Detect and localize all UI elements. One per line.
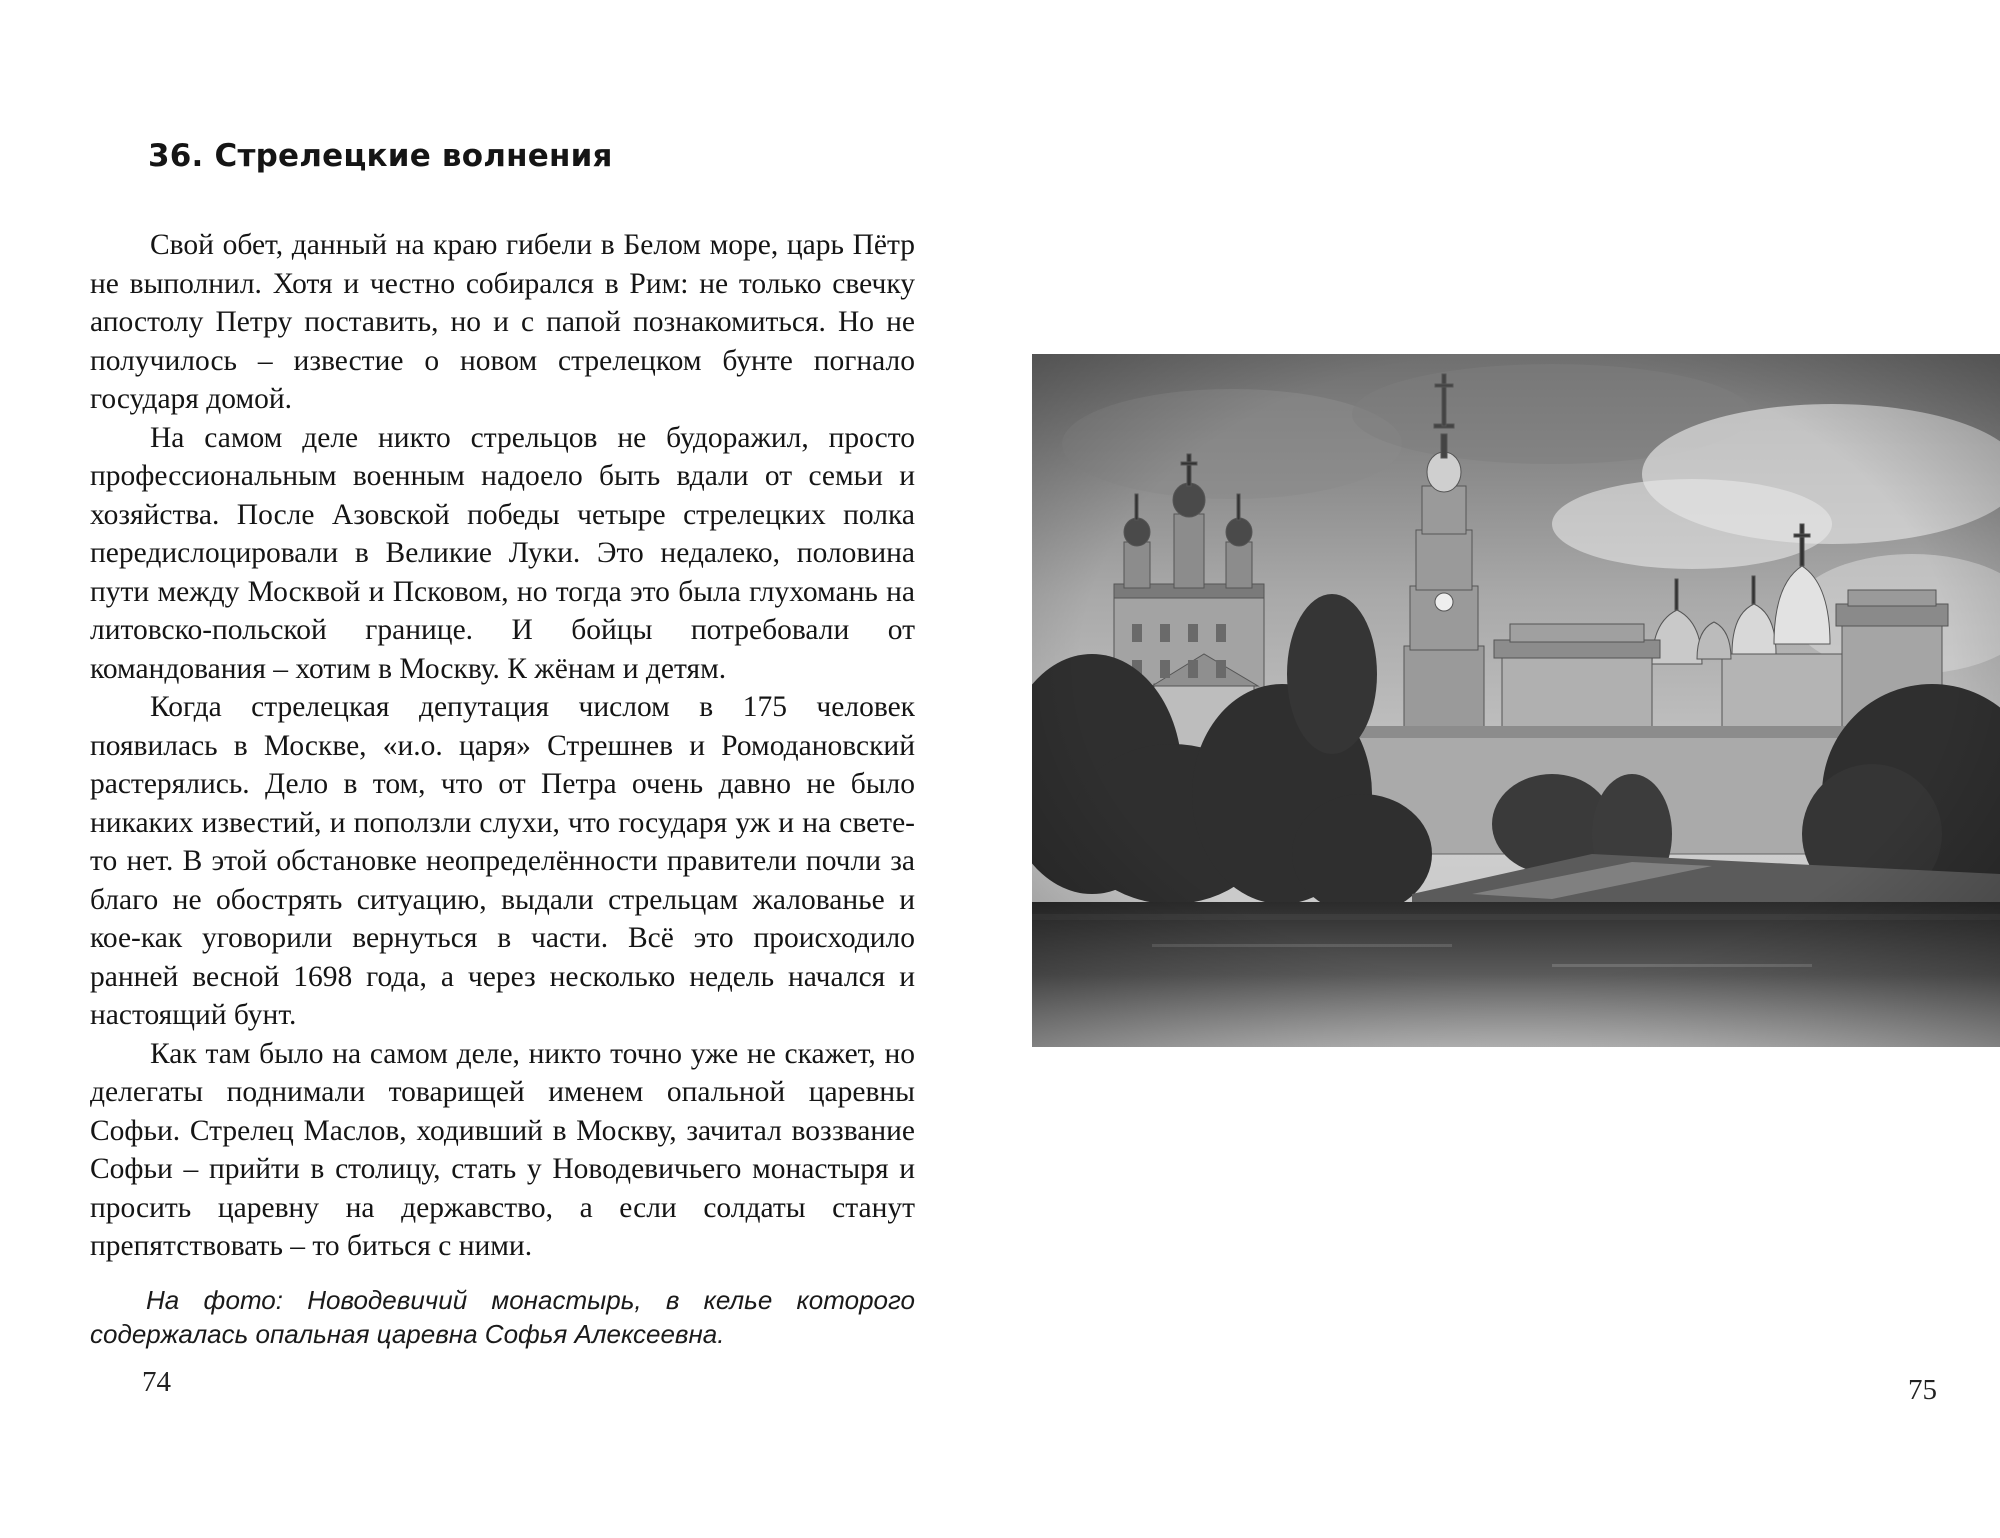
- chapter-title: 36. Стрелецкие волнения: [148, 138, 613, 174]
- right-page: [1000, 0, 2000, 1538]
- paragraph: Свой обет, данный на краю гибели в Белом море, царь Пётр не выполнил. Хотя и честно собирался в Рим: не только свечку апостолу Петру поставить, но и с папой познакомиться. Но не получилось – известие о новом стрелецком бунте погнало государя домой.: [90, 229, 915, 415]
- photo-caption: На фото: Новодевичий монастырь, в келье которого содержалась опальная царевна Софья Алексеевна.: [90, 1285, 915, 1349]
- page-number-right: 75: [1908, 1374, 1937, 1406]
- body-text: [90, 226, 915, 1266]
- page-number-left: 74: [142, 1366, 171, 1398]
- monastery-photo-illustration: [1032, 354, 2000, 1047]
- paragraph: Как там было на самом деле, никто точно уже не скажет, но делегаты поднимали товарищей именем опальной царевны Софьи. Стрелец Маслов, ходивший в Москву, зачитал воззвание Софьи – прийти в столицу, стать у Новодевичьего монастыря и просить царевну на державство, а если солдаты станут препятствовать – то биться с ними.: [90, 1037, 915, 1262]
- paragraph: На самом деле никто стрельцов не будоражил, просто профессиональным военным надоело быть вдали от семьи и хозяйства. После Азовской победы четыре стрелецких полка передислоцировали в Великие Луки. Это недалеко, половина пути между Москвой и Псковом, но тогда это была глухомань на литовско-польской границе. И бойцы потребовали от командования – хотим в Москву. К жёнам и детям.: [90, 421, 915, 685]
- monastery-photo: [1032, 354, 2000, 1047]
- paragraph: Когда стрелецкая депутация числом в 175 человек появилась в Москве, «и.о. царя» Стрешнев и Ромодановский растерялись. Дело в том, что от Петра очень давно не было никаких известий, и поползли слухи, что государя уж и на свете-то нет. В этой обстановке неопределённости правители почли за благо не обострять ситуацию, выдали стрельцам жалованье и кое-как уговорили вернуться в части. Всё это происходило ранней весной 1698 года, а через несколько недель начался и настоящий бунт.: [90, 691, 915, 1031]
